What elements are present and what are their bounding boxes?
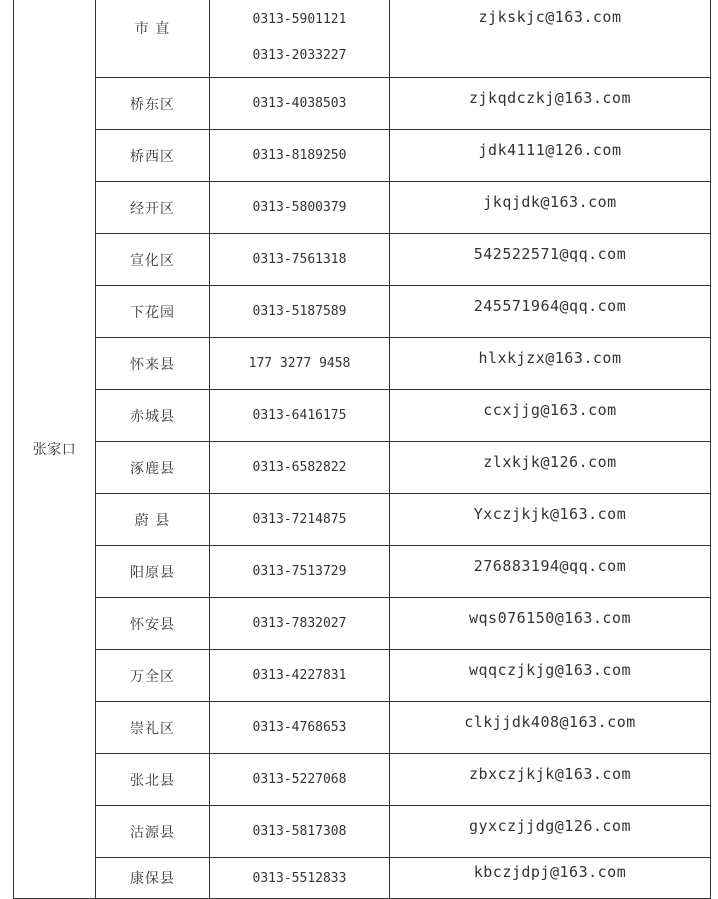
email-address: zbxczjkjk@163.com [468,764,632,783]
district-name: 沽源县 [130,824,175,841]
phone-number: 0313-4768653 [252,720,347,735]
district-name: 宣化区 [130,252,175,269]
email-cell [390,546,711,598]
phone-number: 0313-2033227 [252,48,347,63]
email-address: jdk4111@126.com [478,140,622,159]
email-cell [390,806,711,858]
district-name: 康保县 [130,871,175,887]
email-address: jkqjdk@163.com [483,192,617,211]
email-address: Yxczjkjk@163.com [473,504,627,523]
district-cell [96,494,210,546]
email-cell [390,858,711,899]
city-name: 张家口 [32,441,77,458]
table-row [14,130,711,182]
phone-cell [210,598,390,650]
email-cell [390,286,711,338]
phone-number: 0313-6582822 [252,460,347,475]
table-row [14,754,711,806]
district-name: 蔚 县 [134,512,171,529]
table-row [14,338,711,390]
email-address: wqs076150@163.com [468,608,632,627]
email-address: clkjjdk408@163.com [464,712,636,731]
email-address: ccxjjg@163.com [483,400,617,419]
email-cell [390,442,711,494]
phone-cell [210,0,390,78]
phone-cell [210,182,390,234]
email-address: zjkskjc@163.com [478,8,622,26]
district-cell [96,702,210,754]
phone-number: 0313-5901121 [252,12,347,27]
phone-number: 0313-5817308 [252,824,347,839]
table-row [14,702,711,754]
email-address: gyxczjjdg@126.com [468,816,632,835]
email-cell [390,390,711,442]
email-cell [390,78,711,130]
district-name: 怀安县 [130,616,175,633]
email-address: kbczjdpj@163.com [473,863,627,881]
table-row [14,806,711,858]
district-cell [96,390,210,442]
phone-number: 0313-5512833 [252,870,347,886]
email-address: 245571964@qq.com [473,296,627,315]
contact-table-body [14,0,711,899]
email-address: zlxkjk@126.com [483,452,617,471]
email-cell [390,182,711,234]
district-cell [96,806,210,858]
table-row [14,234,711,286]
phone-cell [210,806,390,858]
table-row [14,650,711,702]
phone-number: 0313-7214875 [252,512,347,527]
phone-cell [210,286,390,338]
email-cell [390,702,711,754]
phone-number: 0313-4227831 [252,668,347,683]
table-row [14,598,711,650]
phone-number: 0313-8189250 [252,148,347,163]
email-cell [390,650,711,702]
phone-cell [210,130,390,182]
district-cell [96,234,210,286]
district-name: 市 直 [134,21,171,37]
district-cell [96,598,210,650]
phone-number: 0313-4038503 [252,96,347,111]
district-name: 桥西区 [130,148,175,165]
district-name: 桥东区 [130,96,175,113]
table-row [14,286,711,338]
table-row [14,494,711,546]
phone-cell [210,338,390,390]
email-cell [390,494,711,546]
district-cell [96,442,210,494]
district-cell [96,546,210,598]
phone-cell [210,546,390,598]
district-name: 阳原县 [130,564,175,581]
district-name: 怀来县 [130,356,175,373]
email-cell [390,0,711,78]
table-row [14,0,711,78]
table-row [14,390,711,442]
phone-cell [210,650,390,702]
district-name: 赤城县 [130,408,175,425]
district-cell [96,78,210,130]
email-address: 276883194@qq.com [473,556,627,575]
district-name: 经开区 [130,200,175,217]
district-name: 崇礼区 [130,720,175,737]
table-row [14,442,711,494]
district-cell [96,858,210,899]
table-row [14,546,711,598]
district-name: 下花园 [130,304,175,321]
phone-cell [210,234,390,286]
table-row [14,858,711,899]
email-address: zjkqdczkj@163.com [468,88,632,107]
phone-number: 177 3277 9458 [248,356,351,371]
table-row [14,182,711,234]
phone-cell [210,702,390,754]
email-cell [390,234,711,286]
phone-number: 0313-7513729 [252,564,347,579]
phone-cell [210,494,390,546]
phone-number: 0313-5227068 [252,772,347,787]
district-cell [96,0,210,78]
district-name: 涿鹿县 [130,460,175,477]
city-cell [14,0,96,899]
email-cell [390,338,711,390]
email-cell [390,130,711,182]
district-cell [96,286,210,338]
phone-number: 0313-7561318 [252,252,347,267]
phone-cell [210,78,390,130]
email-cell [390,598,711,650]
district-name: 张北县 [130,772,175,789]
email-address: wqqczjkjg@163.com [468,660,632,679]
phone-number: 0313-7832027 [252,616,347,631]
contact-table [13,0,711,899]
email-address: hlxkjzx@163.com [478,348,622,367]
phone-number: 0313-5800379 [252,200,347,215]
phone-cell [210,754,390,806]
phone-number: 0313-5187589 [252,304,347,319]
district-cell [96,754,210,806]
phone-cell [210,390,390,442]
phone-number: 0313-6416175 [252,408,347,423]
district-cell [96,182,210,234]
phone-cell [210,858,390,899]
district-name: 万全区 [130,668,175,685]
table-row [14,78,711,130]
district-cell [96,338,210,390]
email-address: 542522571@qq.com [473,244,627,263]
district-cell [96,650,210,702]
district-cell [96,130,210,182]
email-cell [390,754,711,806]
phone-cell [210,442,390,494]
